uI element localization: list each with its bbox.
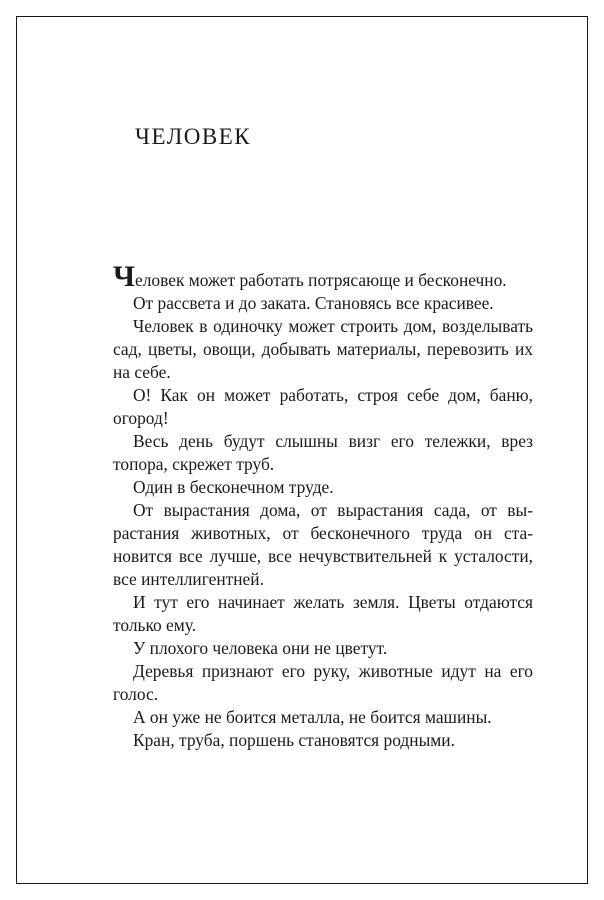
paragraph: Один в бесконечном труде. [133, 477, 334, 497]
paragraph-1-text: еловек может работать потрясающе и бесконечно. [135, 270, 507, 290]
paragraph: Весь день будут слышны визг его тележки, врез топора, скрежет труб. [113, 431, 533, 474]
paragraph: От вырастания дома, от вырастания сада, от вырастания животных, от бесконечного труда он становится все лучше, все нечувствительней к усталости, все интеллигентней. [113, 500, 533, 589]
paragraph: И тут его начинает желать земля. Цветы отдаются только ему. [113, 592, 533, 635]
drop-cap: Ч [113, 260, 136, 293]
paragraph: Человек в одиночку может строить дом, возделывать сад, цветы, овощи, добывать материалы, перевозить их на себе. [113, 316, 533, 382]
paragraph: О! Как он может работать, строя себе дом, баню, огород! [113, 385, 533, 428]
paragraph: А он уже не боится металла, не боится машины. [133, 707, 492, 727]
paragraph: Деревья признают его руку, животные идут на его голос. [113, 661, 533, 704]
paragraph-1 [113, 260, 533, 293]
paragraph: Кран, труба, поршень становятся родными. [133, 730, 455, 750]
paragraph: От рассвета и до заката. Становясь все красивее. [133, 293, 494, 313]
chapter-title: ЧЕЛОВЕК [135, 124, 252, 149]
paragraph: У плохого человека они не цветут. [133, 638, 388, 658]
chapter-body [113, 260, 533, 752]
